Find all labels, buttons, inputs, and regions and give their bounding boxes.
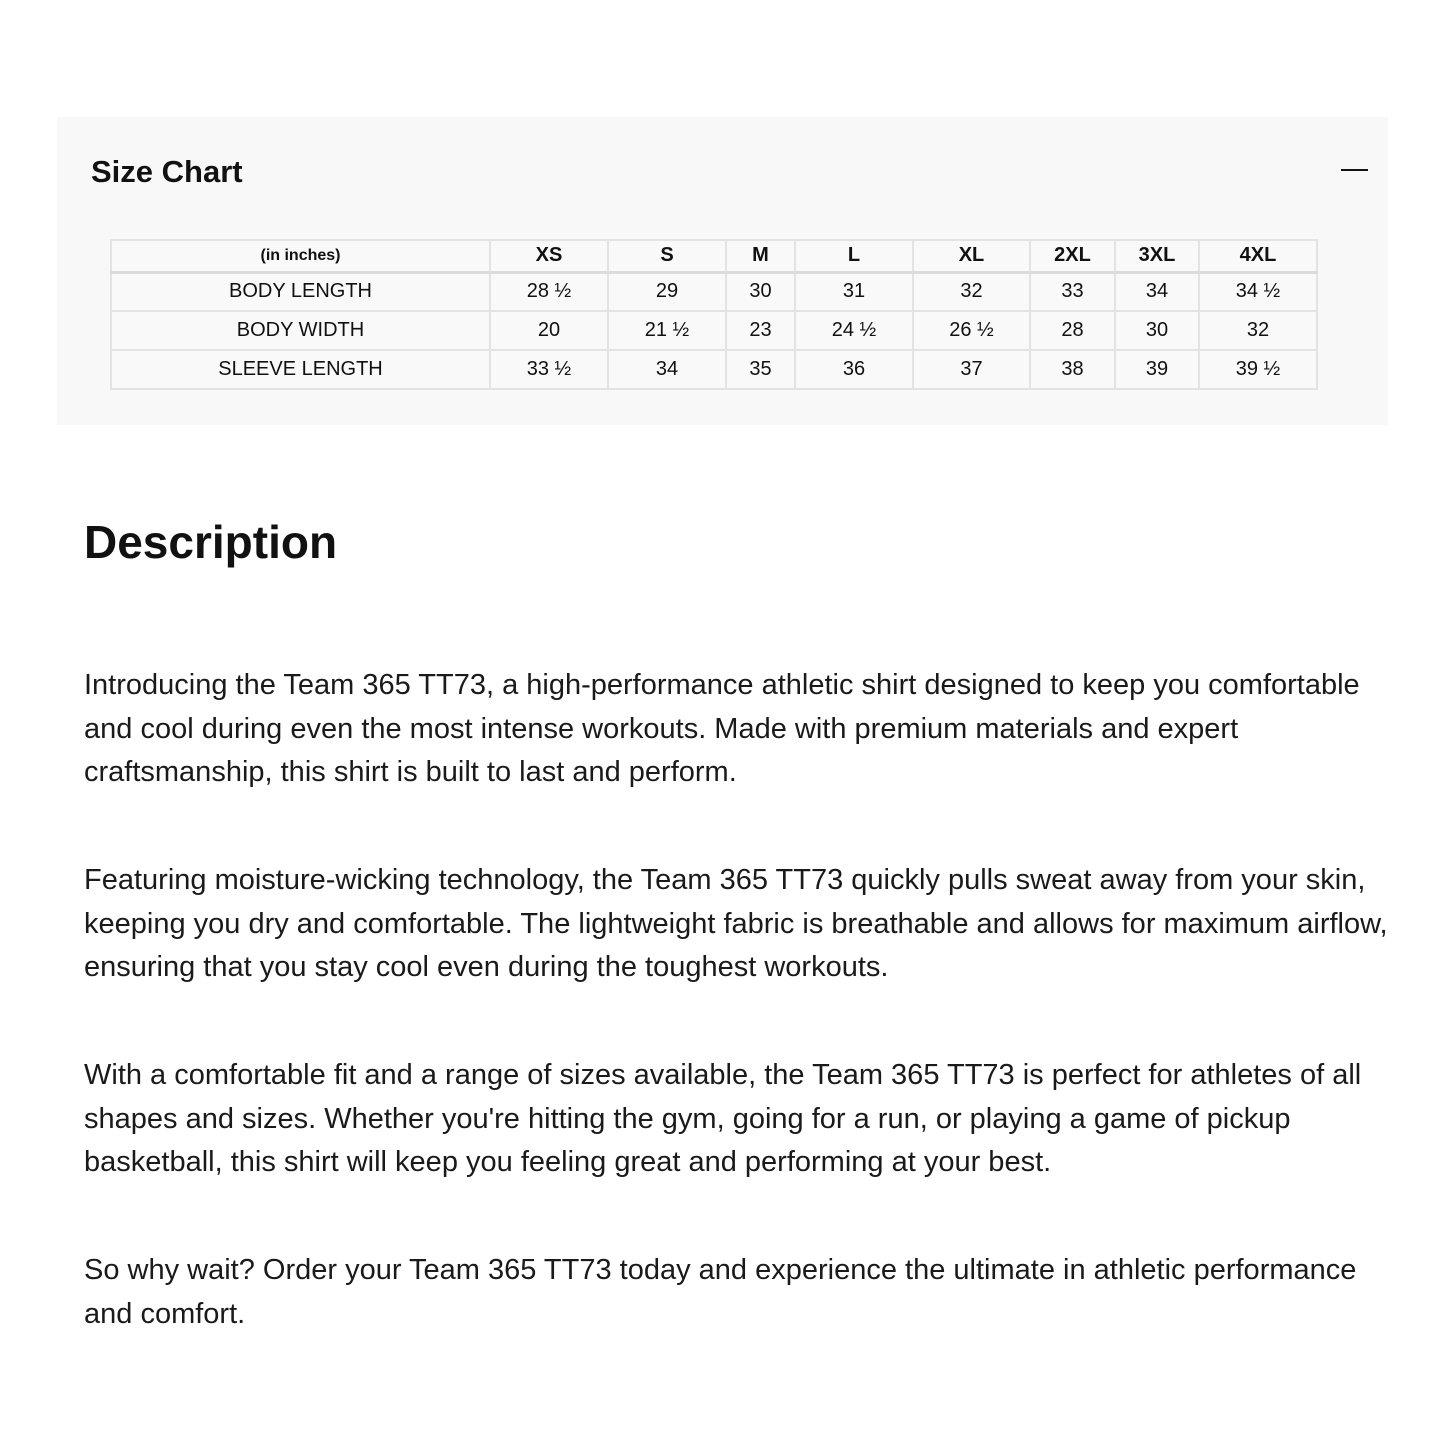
table-cell: 24 ½ (795, 311, 913, 350)
table-cell: 33 (1030, 272, 1115, 311)
row-label: BODY LENGTH (111, 272, 490, 311)
minus-icon-bar (1341, 169, 1368, 171)
table-cell: 39 ½ (1199, 350, 1317, 389)
description-section (84, 514, 1394, 1330)
table-cell: 35 (726, 350, 795, 389)
table-cell: 28 ½ (490, 272, 608, 311)
table-cell: 26 ½ (913, 311, 1030, 350)
table-cell: 34 ½ (1199, 272, 1317, 311)
table-row (111, 350, 1317, 389)
table-cell: 23 (726, 311, 795, 350)
size-header: S (608, 240, 726, 272)
size-table (110, 239, 1318, 390)
size-header: L (795, 240, 913, 272)
description-paragraph: With a comfortable fit and a range of sizes available, the Team 365 TT73 is perfect for athletes of all shapes and sizes. Whether you're hitting the gym, going for a run, or playing a game of pickup basketball, this shirt will keep you feeling great and performing at your best. (84, 1059, 1362, 1178)
size-header: XS (490, 240, 608, 272)
description-paragraph: Featuring moisture-wicking technology, the Team 365 TT73 quickly pulls sweat away from your skin, keeping you dry and comfortable. The lightweight fabric is breathable and allows for maximum airflow, ensuring that you stay cool even during the toughest workouts. (84, 864, 1388, 983)
description-title: Description (84, 516, 338, 568)
minus-icon[interactable] (1341, 153, 1369, 187)
table-cell: 37 (913, 350, 1030, 389)
table-cell: 28 (1030, 311, 1115, 350)
description-paragraph: So why wait? Order your Team 365 TT73 today and experience the ultimate in athletic performance and comfort. (84, 1254, 1357, 1330)
description-paragraph: Introducing the Team 365 TT73, a high-performance athletic shirt designed to keep you comfortable and cool during even the most intense workouts. Made with premium materials and expert craftsmanship, this shirt is built to last and perform. (84, 669, 1360, 788)
size-chart-accordion (57, 117, 1388, 425)
unit-header: (in inches) (111, 240, 490, 272)
table-cell: 36 (795, 350, 913, 389)
size-header: M (726, 240, 795, 272)
table-cell: 34 (608, 350, 726, 389)
table-cell: 38 (1030, 350, 1115, 389)
row-label: BODY WIDTH (111, 311, 490, 350)
table-cell: 21 ½ (608, 311, 726, 350)
size-header: XL (913, 240, 1030, 272)
table-cell: 30 (726, 272, 795, 311)
table-row (111, 311, 1317, 350)
table-cell: 20 (490, 311, 608, 350)
table-cell: 31 (795, 272, 913, 311)
table-row (111, 272, 1317, 311)
table-cell: 29 (608, 272, 726, 311)
table-cell: 32 (1199, 311, 1317, 350)
size-chart-title: Size Chart (91, 154, 243, 189)
table-cell: 34 (1115, 272, 1199, 311)
size-header: 2XL (1030, 240, 1115, 272)
table-cell: 33 ½ (490, 350, 608, 389)
size-header: 3XL (1115, 240, 1199, 272)
size-chart-header[interactable] (91, 153, 1388, 193)
size-header: 4XL (1199, 240, 1317, 272)
table-cell: 32 (913, 272, 1030, 311)
table-header-row (111, 240, 1317, 272)
table-cell: 39 (1115, 350, 1199, 389)
table-cell: 30 (1115, 311, 1199, 350)
row-label: SLEEVE LENGTH (111, 350, 490, 389)
